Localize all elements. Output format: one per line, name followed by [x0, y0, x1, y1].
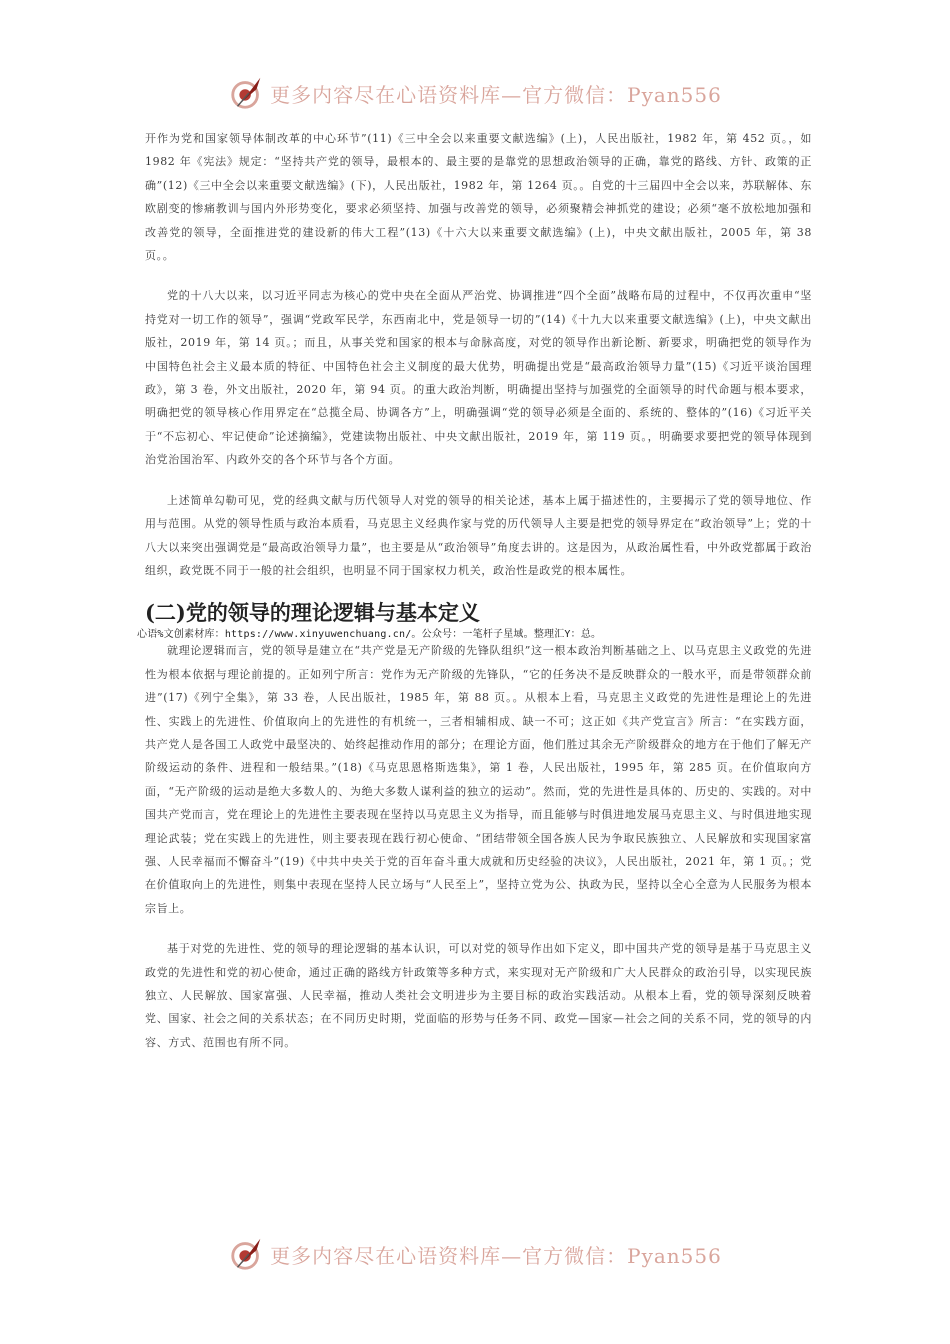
paragraph-3: 上述简单勾勒可见，党的经典文献与历代领导人对党的领导的相关论述，基本上属于描述性的，主要揭示了党的领导地位、作用与范围。从党的领导性质与政治本质看，马克思主义经典作家与党的历代领导人主要是把党的领导界定在“政治领导”上；党的十八大以来突出强调党是“最高政治领导力量”，也主要是从“政治领导”角度去讲的。这是因为，从政治属性看，中外政党都属于政治组织，政党既不同于一般的社会组织，也明显不同于国家权力机关，政治性是政党的根本属性。: [145, 493, 812, 577]
banner-text: 更多内容尽在心语资料库—官方微信：Pyan556: [270, 82, 722, 107]
watermark-line: 心语%文创素材库：https://www.xinyuwenchuang.cn/。公众号：一笔杆子星域。整理汇Y：总。: [137, 629, 602, 641]
quill-rose-logo-icon: [228, 1235, 266, 1273]
paragraph-1: 开作为党和国家领导体制改革的中心环节”(11)《三中全会以来重要文献选编》(上)，人民出版社，1982 年，第 452 页。，如 1982 年《宪法》规定：“坚持共产党的领导，最根本的、最主要的是靠党的思想政治领导的正确，靠党的路线、方针、政策的正确”(12)《三中全会以来重要文献选编》(下)，人民出版社，1982 年，第 1264 页。。自党的十三届四中全会以来，苏联解体、东欧剧变的惨痛教训与国内外形势变化，要求必须坚持、加强与改善党的领导，必须聚精会神抓党的建设；必须“毫不放松地加强和改善党的领导，全面推进党的建设新的伟大工程”(13)《十六大以来重要文献选编》(上)，中央文献出版社，2005 年，第 38 页。。: [145, 132, 812, 263]
section-heading: (二)党的领导的理论逻辑与基本定义: [145, 600, 480, 626]
paragraph-2: 党的十八大以来，以习近平同志为核心的党中央在全面从严治党、协调推进“四个全面”战略布局的过程中，不仅再次重申“坚持党对一切工作的领导”，强调“党政军民学，东西南北中，党是领导一切的”(14)《十九大以来重要文献选编》(上)，中央文献出版社，2019 年，第 14 页。；而且，从事关党和国家的根本与命脉高度，对党的领导作出新论断、新要求，明确把党的领导作为中国特色社会主义最本质的特征、中国特色社会主义制度的最大优势，明确提出党是“最高政治领导力量”(15)《习近平谈治国理政》，第 3 卷，外文出版社，2020 年，第 94 页。的重大政治判断，明确提出坚持与加强党的全面领导的时代命题与根本要求，明确把党的领导核心作用界定在“总揽全局、协调各方”上，明确强调“党的领导必须是全面的、系统的、整体的”(16)《习近平关于“不忘初心、牢记使命”论述摘编》，党建读物出版社、中央文献出版社，2019 年，第 119 页。，明确要求要把党的领导体现到治党治国治军、内政外交的各个环节与各个方面。: [145, 289, 812, 467]
header-banner: [0, 71, 950, 115]
paragraph-5: 基于对党的先进性、党的领导的理论逻辑的基本认识，可以对党的领导作出如下定义，即中国共产党的领导是基于马克思主义政党的先进性和党的初心使命，通过正确的路线方针政策等多种方式，来实现对无产阶级和广大人民群众的政治引导，以实现民族独立、人民解放、国家富强、人民幸福，推动人类社会文明进步为主要目标的政治实践活动。从根本上看，党的领导深刻反映着党、国家、社会之间的关系状态；在不同历史时期，党面临的形势与任务不同、政党—国家—社会之间的关系不同，党的领导的内容、方式、范围也有所不同。: [145, 942, 812, 1049]
quill-rose-logo-icon: [228, 74, 266, 112]
document-body: [137, 127, 812, 1071]
banner-text: 更多内容尽在心语资料库—官方微信：Pyan556: [270, 1243, 722, 1268]
paragraph-4: 就理论逻辑而言，党的领导是建立在“共产党是无产阶级的先锋队组织”这一根本政治判断基础之上、以马克思主义政党的先进性为根本依据与理论前提的。正如列宁所言：党作为无产阶级的先锋队，“它的任务决不是反映群众的一般水平，而是带领群众前进”(17)《列宁全集》，第 33 卷，人民出版社，1985 年，第 88 页。。从根本上看，马克思主义政党的先进性是理论上的先进性、实践上的先进性、价值取向上的先进性的有机统一，三者相辅相成、缺一不可；这正如《共产党宣言》所言：“在实践方面，共产党人是各国工人政党中最坚决的、始终起推动作用的部分；在理论方面，他们胜过其余无产阶级群众的地方在于他们了解无产阶级运动的条件、进程和一般结果。”(18)《马克思恩格斯选集》，第 1 卷，人民出版社，1995 年，第 285 页。在价值取向方面，“无产阶级的运动是绝大多数人的、为绝大多数人谋利益的独立的运动”。然而，党的先进性是具体的、历史的、实践的。对中国共产党而言，党在理论上的先进性主要表现在坚持以马克思主义为指导，而且能够与时俱进地发展马克思主义、与时俱进地实现理论武装；党在实践上的先进性，则主要表现在践行初心使命、“团结带领全国各族人民为争取民族独立、人民解放和实现国家富强、人民幸福而不懈奋斗”(19)《中共中央关于党的百年奋斗重大成就和历史经验的决议》，人民出版社，2021 年，第 1 页。；党在价值取向上的先进性，则集中表现在坚持人民立场与“人民至上”，坚持立党为公、执政为民，坚持以全心全意为人民服务为根本宗旨上。: [145, 644, 812, 915]
footer-banner: [0, 1232, 950, 1276]
